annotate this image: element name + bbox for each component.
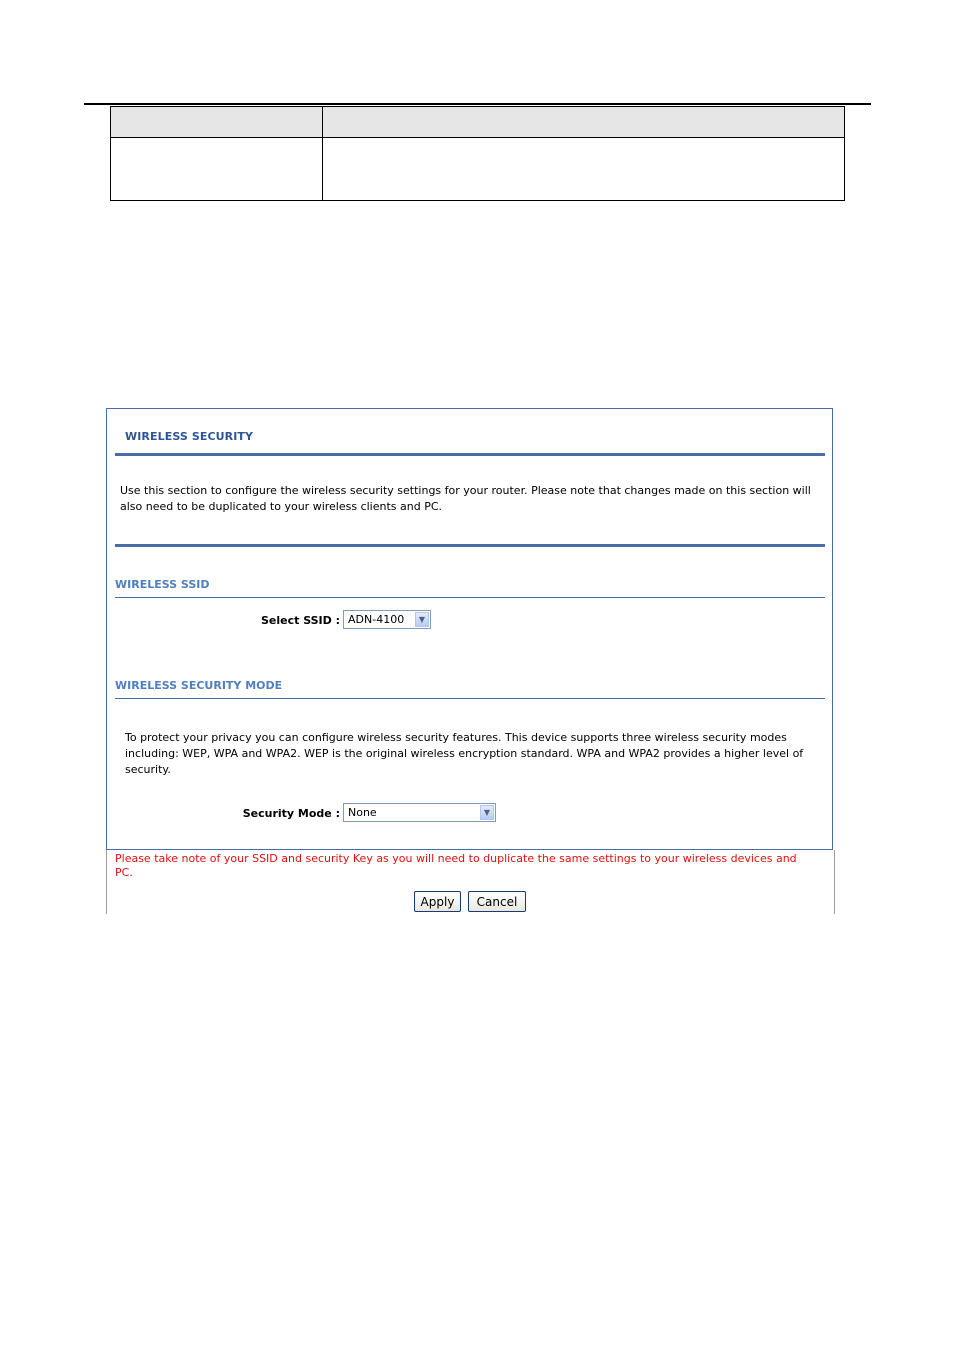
table-cell: [111, 138, 323, 201]
ssid-select[interactable]: [343, 610, 431, 629]
cancel-button[interactable]: Cancel: [468, 891, 526, 912]
apply-button[interactable]: Apply: [414, 891, 461, 912]
security-mode-select[interactable]: [343, 803, 496, 822]
wireless-security-mode-heading: WIRELESS SECURITY MODE: [115, 679, 283, 692]
document-table: [110, 106, 845, 201]
wireless-ssid-heading: WIRELESS SSID: [115, 578, 210, 591]
chevron-down-icon[interactable]: ▼: [480, 805, 494, 820]
security-mode-value: None: [348, 806, 377, 819]
intro-divider: [115, 544, 825, 547]
footer-area: [106, 850, 835, 914]
page-header-rule: [84, 103, 871, 105]
chevron-down-icon[interactable]: ▼: [415, 612, 429, 627]
table-header-cell: [323, 107, 845, 138]
table-cell: [323, 138, 845, 201]
duplicate-settings-note: Please take note of your SSID and security Key as you will need to duplicate the same settings to your wireless devices and PC.: [115, 852, 797, 879]
panel-title: WIRELESS SECURITY: [125, 430, 254, 443]
table-header-cell: [111, 107, 323, 138]
security-mode-description: To protect your privacy you can configure wireless security features. This device supports three wireless security modes including: WEP, WPA and WPA2. WEP is the original wireless encryption standard. WPA and WPA2 provides a higher level of security.: [125, 731, 804, 776]
intro-text: Use this section to configure the wireless security settings for your router. Please note that changes made on this section will also need to be duplicated to your wireless clients and PC.: [120, 484, 811, 513]
title-divider: [115, 453, 825, 456]
table-header-row: [111, 107, 845, 138]
select-ssid-label: Select SSID :: [260, 614, 340, 627]
table-row: [111, 138, 845, 201]
wireless-security-panel: [106, 408, 833, 850]
ssid-select-value: ADN-4100: [348, 613, 405, 626]
security-mode-label: Security Mode :: [242, 807, 340, 820]
ssid-divider: [115, 597, 825, 598]
mode-divider: [115, 698, 825, 699]
